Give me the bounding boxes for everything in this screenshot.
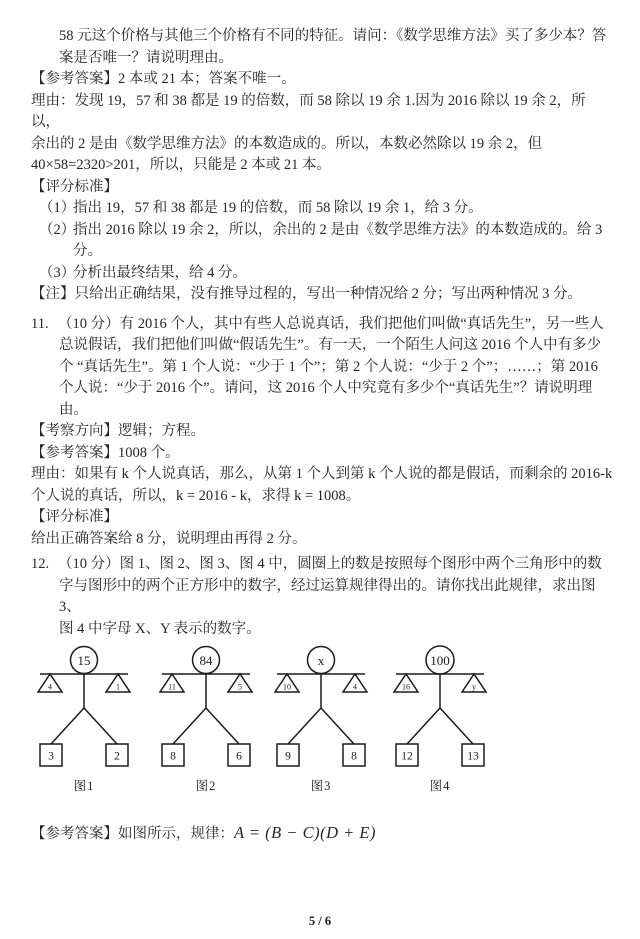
right-square-value: 2 [114,750,120,763]
question-number: 12. [31,556,50,572]
left-triangle-value: 16 [402,682,410,692]
left-triangle-value: 10 [283,682,291,692]
question-12-first-line [31,554,613,576]
scoring-item [31,198,613,220]
reason-line: 个人说的真话，所以，k = 2016 - k，求得 k = 1008。 [31,487,361,504]
reason-line: 理由：如果有 k 个人说真话，那么，从第 1 个人到第 k 个人说的都是假话，而剩余的 2016-k [31,466,613,482]
figure-4 [385,645,495,794]
figure-caption: 图4 [429,778,451,793]
left-leg-line [51,708,84,744]
right-square-value: 13 [467,750,479,763]
scoring-line: 给出正确答案给 8 分，说明理由再得 2 分。 [31,530,307,547]
left-triangle-value: 4 [48,682,52,692]
scoring-item [31,220,613,242]
left-leg-line [407,708,440,744]
left-square-value: 12 [401,750,413,763]
circle-value: 84 [199,653,213,668]
figure-3 [266,645,376,794]
list-marker: （1） [39,200,76,216]
figure-2 [151,645,261,794]
right-leg-line [206,708,239,744]
figure-2-diagram [151,645,261,769]
answer-prefix: 【参考答案】如图所示，规律： [31,826,234,842]
question-text: （10 分）有 2016 个人，其中有些人总说真话，我们把他们叫做“真话先生”，另一些人 [58,315,604,332]
scoring-item-wrap: 分。 [73,243,102,259]
list-marker: （3） [39,264,76,281]
reference-answer-line [31,822,613,846]
scoring-item-text: 指出 19，57 和 38 都是 19 的倍数，而 58 除以 19 余 1，给 3 分。 [73,200,483,216]
question-text: （10 分）图 1、图 2、图 3、图 4 中，圆圈上的数是按照每个图形中两个三角形中的数 [58,556,602,572]
reference-answer-line: 【参考答案】1008 个。 [31,444,180,461]
question-text-line: 总说假话，我们把他们叫做“假话先生”。有一天，一个陌生人问这 2016 个人中有多少 [59,337,602,353]
scoring-header: 【评分标准】 [31,509,118,525]
circle-value: x [317,653,325,668]
text-line: 案是否唯一？请说明理由。 [59,49,233,66]
reason-line: 理由：发现 19，57 和 38 都是 19 的倍数，而 58 除以 19 余 1.因为 2016 除以 19 余 2，所以， [31,92,586,130]
figure-3-diagram [266,645,376,769]
page-number: 5 / 6 [308,913,332,928]
right-triangle-value: 1 [116,682,120,692]
document-content [31,26,613,846]
right-square-value: 6 [236,750,242,763]
reference-answer-line: 【参考答案】2 本或 21 本；答案不唯一。 [31,71,296,87]
scoring-item-text: 指出 2016 除以 19 余 2，所以，余出的 2 是由《数学思维方法》的本数造成的。给 3 [73,221,603,238]
right-square-value: 8 [351,750,357,763]
figure-caption: 图2 [195,778,217,793]
reason-line: 40×58=2320>201，所以，只能是 2 本或 21 本。 [31,157,332,173]
right-leg-line [321,708,354,744]
scoring-item-text: 分析出最终结果，给 4 分。 [73,264,247,281]
left-leg-line [173,708,206,744]
left-square-value: 8 [170,750,176,763]
right-leg-line [84,708,117,744]
right-triangle-value: 4 [353,682,357,692]
question-number: 11. [31,315,49,332]
question-11-first-line [31,314,613,336]
figure-caption: 图3 [310,778,332,793]
text-line: 58 元这个价格与其他三个价格有不同的特征。请问：《数学思维方法》买了多少本？答 [59,28,607,44]
right-triangle-value: 5 [238,682,242,692]
question-text-line: 个人说：“少于 2016 个”。请问，这 2016 个人中究竟有多少个“真话先生”？请说明理 [59,380,593,396]
answer-formula: A = (B − C)(D + E) [234,823,376,842]
figure-1-diagram [29,645,139,769]
reason-line: 余出的 2 是由《数学思维方法》的本数造成的。所以，本数必然除以 19 余 2，但 [31,135,543,152]
question-text-line: 图 4 中字母 X、Y 表示的数字。 [59,620,261,637]
question-text-line: 字与图形中的两个正方形中的数字，经过运算规律得出的。请你找出此规律，求出图 3、 [59,577,600,615]
note-line: 【注】只给出正确结果，没有推导过程的，写出一种情况给 2 分；写出两种情况 3 分。 [31,286,582,302]
list-marker: （2） [39,221,76,238]
circle-value: 100 [430,653,450,668]
right-leg-line [440,708,473,744]
question-text-line: 个 “真话先生”。第 1 个人说：“少于 1 个”；第 2 个人说：“少于 2 个”；……；第 2016 [59,358,598,375]
scoring-item [31,263,613,285]
left-leg-line [288,708,321,744]
question-text-line: 由。 [59,401,88,418]
figure-caption: 图1 [73,778,95,793]
right-triangle-value: y [472,682,476,692]
scoring-header: 【评分标准】 [31,178,118,195]
exam-direction-line: 【考察方向】逻辑；方程。 [31,423,205,439]
section-gap [31,306,613,314]
left-triangle-value: 11 [168,682,176,692]
figure-1 [29,645,139,794]
left-square-value: 9 [285,750,291,763]
figure-row [31,645,613,791]
left-square-value: 3 [48,750,54,763]
figure-4-diagram [385,645,495,769]
circle-value: 15 [77,653,91,668]
